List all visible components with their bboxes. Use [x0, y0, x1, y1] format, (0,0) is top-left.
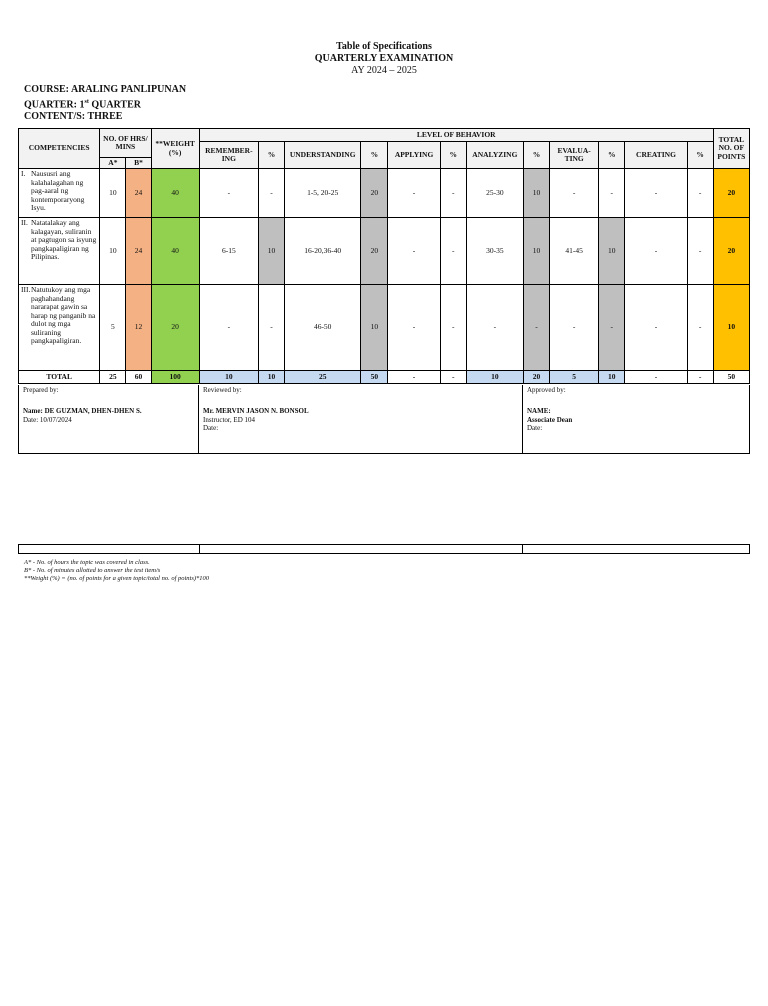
analyzing-cell: 30-35: [466, 218, 523, 285]
minutes-cell: 24: [126, 218, 151, 285]
totals-remembering: 10: [199, 371, 258, 384]
signature-block: [18, 385, 750, 454]
footnote-b: B* - No. of minutes allotted to answer the test item/s: [24, 567, 161, 574]
blank-signature-row: [18, 544, 750, 554]
competency-text: Natatalakay ang kalagayan, suliranin at pagtugon sa isyung pangkapaligiran ng Pilipinas.: [31, 218, 97, 261]
header-understanding: UNDERSTANDING: [285, 142, 361, 169]
creating-cell: -: [625, 169, 687, 218]
creating-pct-cell: -: [687, 169, 713, 218]
competency-number: II.: [21, 218, 28, 227]
header-pct: %: [523, 142, 549, 169]
analyzing-pct-cell: 10: [523, 169, 549, 218]
footnotes: [24, 559, 209, 583]
total-points-cell: 20: [713, 218, 749, 285]
footnote-weight: **Weight (%) = (no. of points for a given topic/total no. of points)*100: [24, 575, 210, 582]
approved-by-section: [523, 385, 751, 453]
competency-cell: [19, 285, 100, 371]
remembering-pct-cell: -: [258, 285, 284, 371]
evaluating-pct-cell: 10: [599, 218, 625, 285]
understanding-cell: 46-50: [285, 285, 361, 371]
creating-cell: -: [625, 218, 687, 285]
totals-row: [19, 371, 750, 384]
prepared-by-name: Name: DE GUZMAN, DHEN-DHEN S.: [23, 407, 142, 415]
footnote-a: A* - No. of hours the topic was covered in class.: [24, 559, 150, 566]
evaluating-pct-cell: -: [599, 169, 625, 218]
analyzing-pct-cell: -: [523, 285, 549, 371]
applying-cell: -: [388, 169, 440, 218]
quarter-line: [24, 96, 186, 111]
competency-cell: [19, 218, 100, 285]
totals-minutes: 60: [126, 371, 151, 384]
academic-year: AY 2024 – 2025: [351, 65, 417, 76]
totals-evaluating: 5: [550, 371, 599, 384]
header-pct: %: [258, 142, 284, 169]
competency-text: Naususri ang kalahalagahan ng pag-aaral ng kontemporaryong Isyu.: [31, 169, 85, 212]
remembering-cell: 6-15: [199, 218, 258, 285]
course-line: COURSE: ARALING PANLIPUNAN: [24, 84, 187, 95]
reviewed-by-date: Date:: [203, 424, 219, 432]
header-a: A*: [100, 158, 126, 169]
totals-creating-pct: -: [687, 371, 713, 384]
totals-creating: -: [625, 371, 687, 384]
header-remembering: REMEMBER-ING: [199, 142, 258, 169]
table-row: [19, 169, 750, 218]
quarter-prefix: QUARTER: 1: [24, 99, 85, 111]
total-points-cell: 10: [713, 285, 749, 371]
prepared-by-label: Prepared by:: [23, 386, 59, 394]
approved-by-date: Date:: [527, 424, 543, 432]
column-divider: [522, 545, 523, 553]
hours-cell: 10: [100, 169, 126, 218]
creating-pct-cell: -: [687, 218, 713, 285]
header-pct: %: [599, 142, 625, 169]
minutes-cell: 12: [126, 285, 151, 371]
creating-pct-cell: -: [687, 285, 713, 371]
understanding-pct-cell: 20: [361, 218, 388, 285]
header-hrs-mins: NO. OF HRS/ MINS: [100, 129, 151, 158]
applying-pct-cell: -: [440, 285, 466, 371]
minutes-cell: 24: [126, 169, 151, 218]
weight-cell: 20: [151, 285, 199, 371]
course-info: [24, 84, 186, 123]
approved-by-label: Approved by:: [527, 386, 566, 394]
totals-applying: -: [388, 371, 440, 384]
exam-title: QUARTERLY EXAMINATION: [314, 53, 454, 64]
header-level-of-behavior: LEVEL OF BEHAVIOR: [199, 129, 713, 142]
header-creating: CREATING: [625, 142, 687, 169]
remembering-pct-cell: -: [258, 169, 284, 218]
totals-applying-pct: -: [440, 371, 466, 384]
header-weight: **WEIGHT (%): [151, 129, 199, 169]
hours-cell: 10: [100, 218, 126, 285]
applying-pct-cell: -: [440, 218, 466, 285]
competency-number: III.: [21, 285, 31, 294]
table-row: [19, 285, 750, 371]
remembering-cell: -: [199, 285, 258, 371]
analyzing-pct-cell: 10: [523, 218, 549, 285]
totals-label: TOTAL: [19, 371, 100, 384]
approved-by-title: Associate Dean: [527, 416, 573, 424]
analyzing-cell: -: [466, 285, 523, 371]
totals-weight: 100: [151, 371, 199, 384]
column-divider: [199, 545, 200, 553]
understanding-pct-cell: 10: [361, 285, 388, 371]
understanding-cell: 16-20,36-40: [285, 218, 361, 285]
competency-cell: [19, 169, 100, 218]
header-applying: APPLYING: [388, 142, 440, 169]
understanding-cell: 1-5, 20-25: [285, 169, 361, 218]
evaluating-cell: 41-45: [550, 218, 599, 285]
header-evaluating: EVALUA-TING: [550, 142, 599, 169]
prepared-by-section: [19, 385, 199, 453]
remembering-pct-cell: 10: [258, 218, 284, 285]
quarter-sup: st: [84, 99, 89, 105]
totals-hours: 25: [100, 371, 126, 384]
reviewed-by-title: Instructor, ED 104: [203, 416, 256, 424]
hours-cell: 5: [100, 285, 126, 371]
applying-cell: -: [388, 285, 440, 371]
totals-analyzing-pct: 20: [523, 371, 549, 384]
specifications-table: [18, 128, 750, 384]
weight-cell: 40: [151, 218, 199, 285]
reviewed-by-name: Mr. MERVIN JASON N. BONSOL: [203, 407, 309, 415]
header-pct: %: [440, 142, 466, 169]
document-header: [0, 41, 768, 77]
totals-points: 50: [713, 371, 749, 384]
header-b: B*: [126, 158, 151, 169]
creating-cell: -: [625, 285, 687, 371]
competency-number: I.: [21, 169, 26, 178]
header-competencies: COMPETENCIES: [19, 129, 100, 169]
document-title: Table of Specifications: [336, 41, 432, 52]
approved-by-name: NAME:: [527, 407, 551, 415]
reviewed-by-label: Reviewed by:: [203, 386, 242, 394]
understanding-pct-cell: 20: [361, 169, 388, 218]
totals-evaluating-pct: 10: [599, 371, 625, 384]
totals-understanding: 25: [285, 371, 361, 384]
header-total-points: TOTAL NO. OF POINTS: [713, 129, 749, 169]
applying-cell: -: [388, 218, 440, 285]
evaluating-cell: -: [550, 169, 599, 218]
analyzing-cell: 25-30: [466, 169, 523, 218]
content-line: CONTENT/S: THREE: [24, 111, 123, 123]
totals-analyzing: 10: [466, 371, 523, 384]
header-pct: %: [687, 142, 713, 169]
applying-pct-cell: -: [440, 169, 466, 218]
table-row: [19, 218, 750, 285]
totals-understanding-pct: 50: [361, 371, 388, 384]
evaluating-cell: -: [550, 285, 599, 371]
totals-remembering-pct: 10: [258, 371, 284, 384]
quarter-suffix: QUARTER: [88, 99, 141, 111]
reviewed-by-section: [199, 385, 523, 453]
header-analyzing: ANALYZING: [466, 142, 523, 169]
total-points-cell: 20: [713, 169, 749, 218]
weight-cell: 40: [151, 169, 199, 218]
remembering-cell: -: [199, 169, 258, 218]
prepared-by-date: Date: 10/07/2024: [23, 416, 72, 424]
competency-text: Natutukoy ang mga paghahandang nararapat gawin sa harap ng panganib na dulot ng mga suliraning pangkapaligiran.: [31, 285, 96, 345]
header-pct: %: [361, 142, 388, 169]
evaluating-pct-cell: -: [599, 285, 625, 371]
